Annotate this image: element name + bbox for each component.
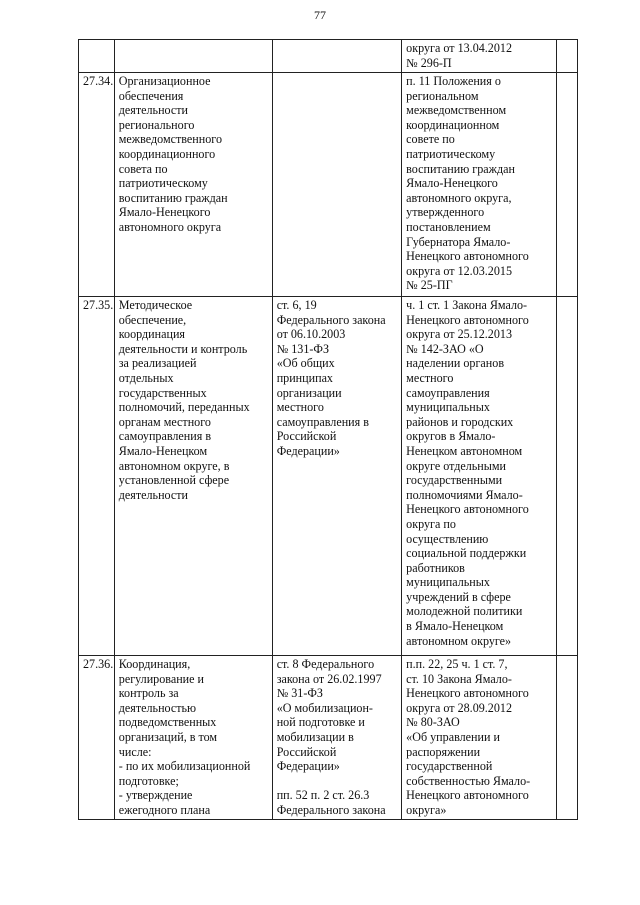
extra-cell [556, 297, 577, 656]
powers-table [78, 39, 578, 820]
row-number: 27.34. [79, 73, 115, 297]
row-number: 27.36. [79, 656, 115, 820]
table-row [79, 40, 578, 73]
regional-basis: округа от 13.04.2012 № 296-П [402, 40, 557, 73]
regional-basis: п. 11 Положения о региональном межведомственном координационном совете по патриотическому воспитанию граждан Ямало-Ненецкого автономного округа, утвержденного постановлением Губернатора Ямало- Ненецкого автономного округа от 12.03.2015 № 25-ПГ [402, 73, 557, 297]
extra-cell [556, 40, 577, 73]
federal-basis [272, 73, 401, 297]
regional-basis: п.п. 22, 25 ч. 1 ст. 7, ст. 10 Закона Ямало- Ненецкого автономного округа от 28.09.2012 № 80-ЗАО «Об управлении и распоряжении государственной собственностью Ямало- Ненецкого автономного округа» [402, 656, 557, 820]
power-description: Координация, регулирование и контроль за деятельностью подведомственных организаций, в том числе: - по их мобилизационной подготовке; - утверждение ежегодного плана [114, 656, 272, 820]
table-row [79, 73, 578, 297]
power-description [114, 40, 272, 73]
row-number: 27.35. [79, 297, 115, 656]
extra-cell [556, 73, 577, 297]
table-row [79, 297, 578, 656]
regional-basis: ч. 1 ст. 1 Закона Ямало- Ненецкого автономного округа от 25.12.2013 № 142-ЗАО «О наделении органов местного самоуправления муниципальных районов и городских округов в Ямало- Ненецком автономном округе отдельными государственными полномочиями Ямало- Ненецкого автономного округа по осуществлению социальной поддержки работников муниципальных учреждений в сфере молодежной политики в Ямало-Ненецком автономном округе» [402, 297, 557, 656]
federal-basis: ст. 6, 19 Федерального закона от 06.10.2003 № 131-ФЗ «Об общих принципах организации местного самоуправления в Российской Федерации» [272, 297, 401, 656]
power-description: Организационное обеспечения деятельности регионального межведомственного координационного совета по патриотическому воспитанию граждан Ямало-Ненецкого автономного округа [114, 73, 272, 297]
table-row [79, 656, 578, 820]
federal-basis [272, 40, 401, 73]
federal-basis: ст. 8 Федерального закона от 26.02.1997 № 31-ФЗ «О мобилизацион- ной подготовке и мобилизации в Российской Федерации» пп. 52 п. 2 ст. 26.3 Федерального закона [272, 656, 401, 820]
row-number [79, 40, 115, 73]
power-description: Методическое обеспечение, координация деятельности и контроль за реализацией отдельных государственных полномочий, переданных органам местного самоуправления в Ямало-Ненецком автономном округе, в установленной сфере деятельности [114, 297, 272, 656]
page-number: 77 [314, 8, 326, 22]
extra-cell [556, 656, 577, 820]
